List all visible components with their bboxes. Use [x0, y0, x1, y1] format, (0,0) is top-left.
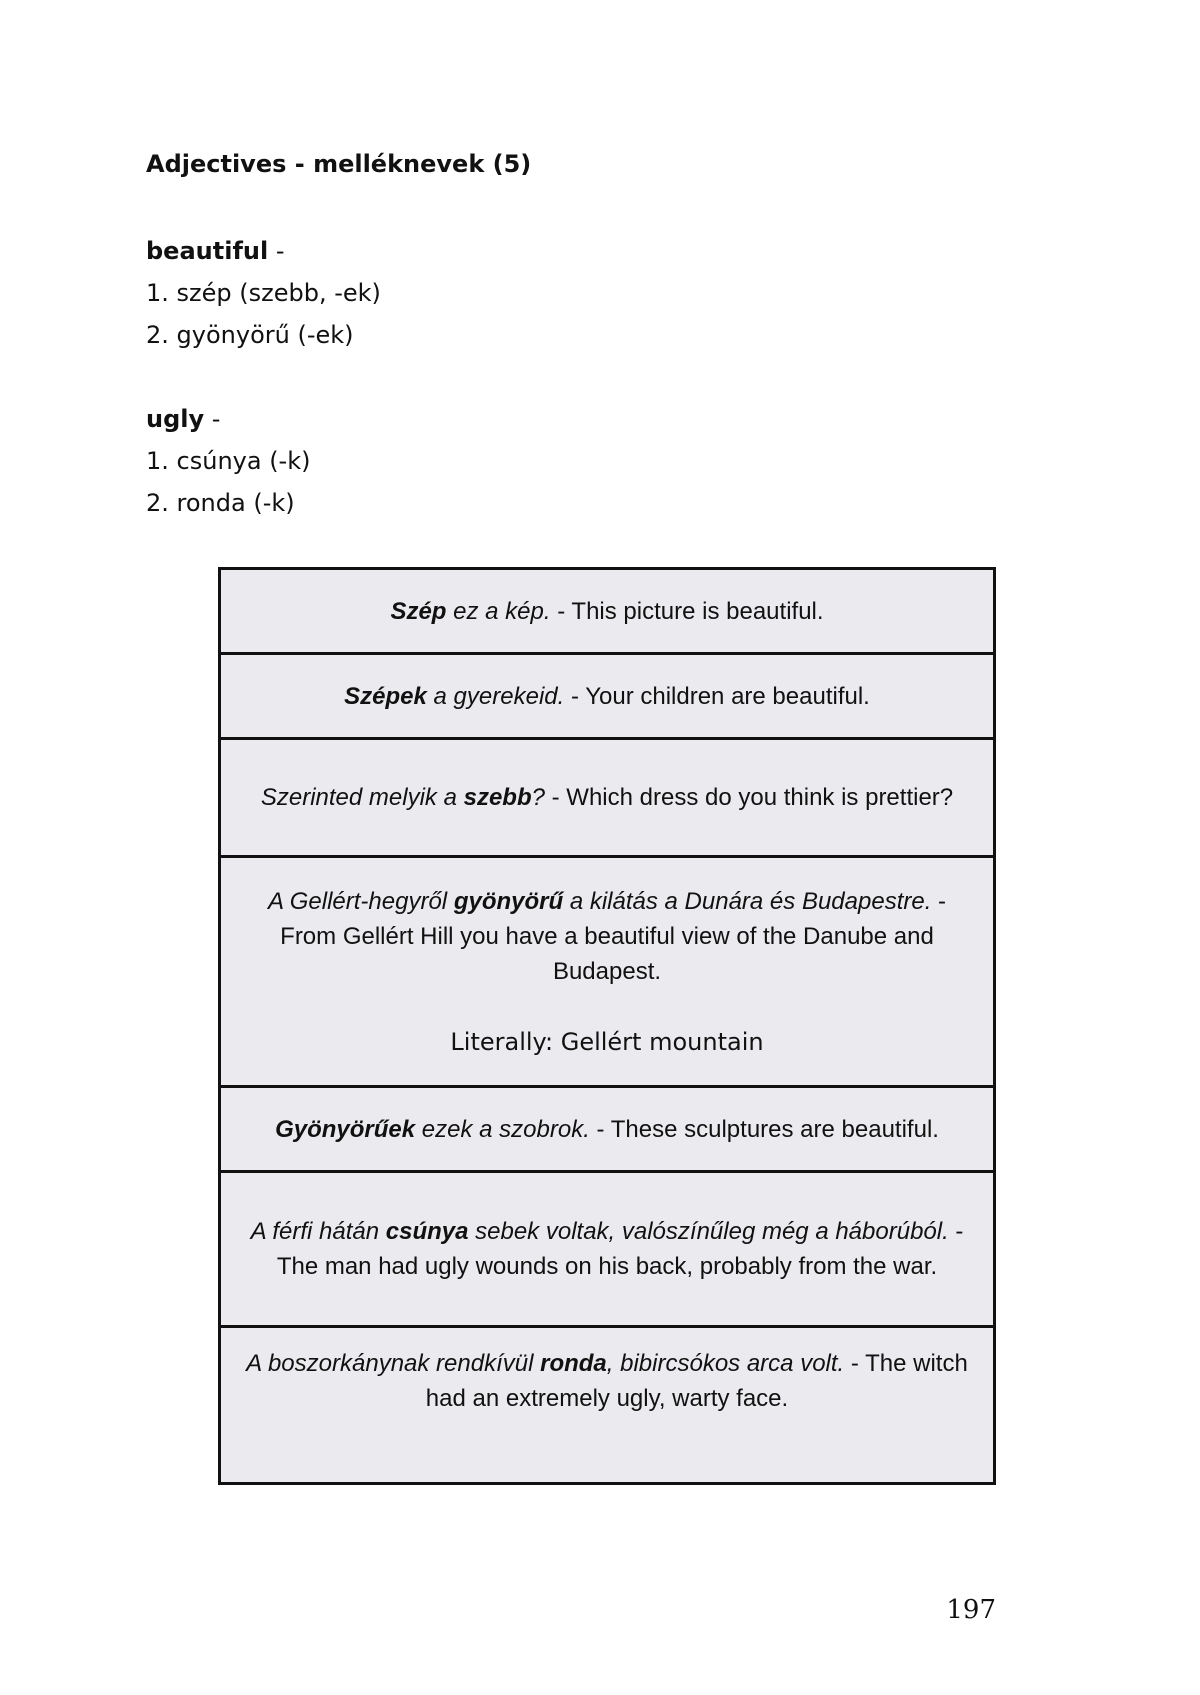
entry-sense: 2. ronda (-k)	[146, 489, 295, 517]
english-text: - Your children are beautiful.	[564, 682, 870, 710]
keyword: Szépek	[344, 682, 427, 710]
hungarian-text: a kilátás a Dunára és Budapestre.	[563, 887, 932, 915]
hungarian-text: a gyerekeid.	[426, 682, 565, 710]
literal-note: Literally: Gellért mountain	[450, 1027, 764, 1056]
english-text: - These sculptures are beautiful.	[589, 1115, 939, 1143]
hungarian-text: Szerinted melyik a	[260, 784, 464, 811]
page-number: 197	[946, 1595, 996, 1625]
entry-word: ugly	[146, 405, 205, 433]
example-row	[221, 1173, 993, 1328]
example-row	[221, 740, 993, 858]
entry-dash: -	[268, 237, 285, 265]
hungarian-text: ezek a szobrok.	[415, 1115, 590, 1143]
hungarian-text: sebek voltak, valószínűleg még a háborúból.	[468, 1218, 949, 1245]
entry-word: beautiful	[146, 237, 269, 265]
example-row	[221, 858, 993, 1088]
keyword: Szép	[390, 597, 447, 625]
entry-sense: 1. csúnya (-k)	[146, 447, 311, 475]
keyword: szebb	[463, 784, 532, 811]
english-text: - From Gellért Hill you have a beautiful view of the Danube and Budapest.	[280, 887, 947, 985]
example-row	[221, 1088, 993, 1173]
example-row	[221, 655, 993, 740]
english-text: - The man had ugly wounds on his back, probably from the war.	[276, 1218, 964, 1280]
hungarian-text: , bibircsókos arca volt.	[606, 1350, 845, 1377]
hungarian-text: ez a kép.	[446, 597, 551, 625]
english-text: - The witch had an extremely ugly, warty face.	[425, 1350, 968, 1412]
example-row	[221, 1328, 993, 1482]
entry-dash: -	[204, 405, 221, 433]
entry-sense: 2. gyönyörű (-ek)	[146, 321, 354, 349]
entry-sense: 1. szép (szebb, -ek)	[146, 279, 381, 307]
examples-table	[218, 567, 996, 1485]
entry-ugly	[146, 398, 310, 524]
english-text: - Which dress do you think is prettier?	[544, 784, 954, 811]
keyword: gyönyörű	[453, 887, 564, 915]
hungarian-text: ?	[531, 784, 545, 811]
page-heading: Adjectives - melléknevek (5)	[146, 150, 532, 178]
keyword: Gyönyörűek	[275, 1115, 416, 1143]
english-text: - This picture is beautiful.	[550, 597, 824, 625]
keyword: ronda	[540, 1350, 607, 1377]
entry-beautiful	[146, 230, 381, 356]
hungarian-text: A boszorkánynak rendkívül	[246, 1350, 541, 1377]
hungarian-text: A férfi hátán	[250, 1218, 386, 1245]
keyword: csúnya	[385, 1218, 469, 1245]
example-row	[221, 570, 993, 655]
hungarian-text: A Gellért-hegyről	[267, 887, 454, 915]
